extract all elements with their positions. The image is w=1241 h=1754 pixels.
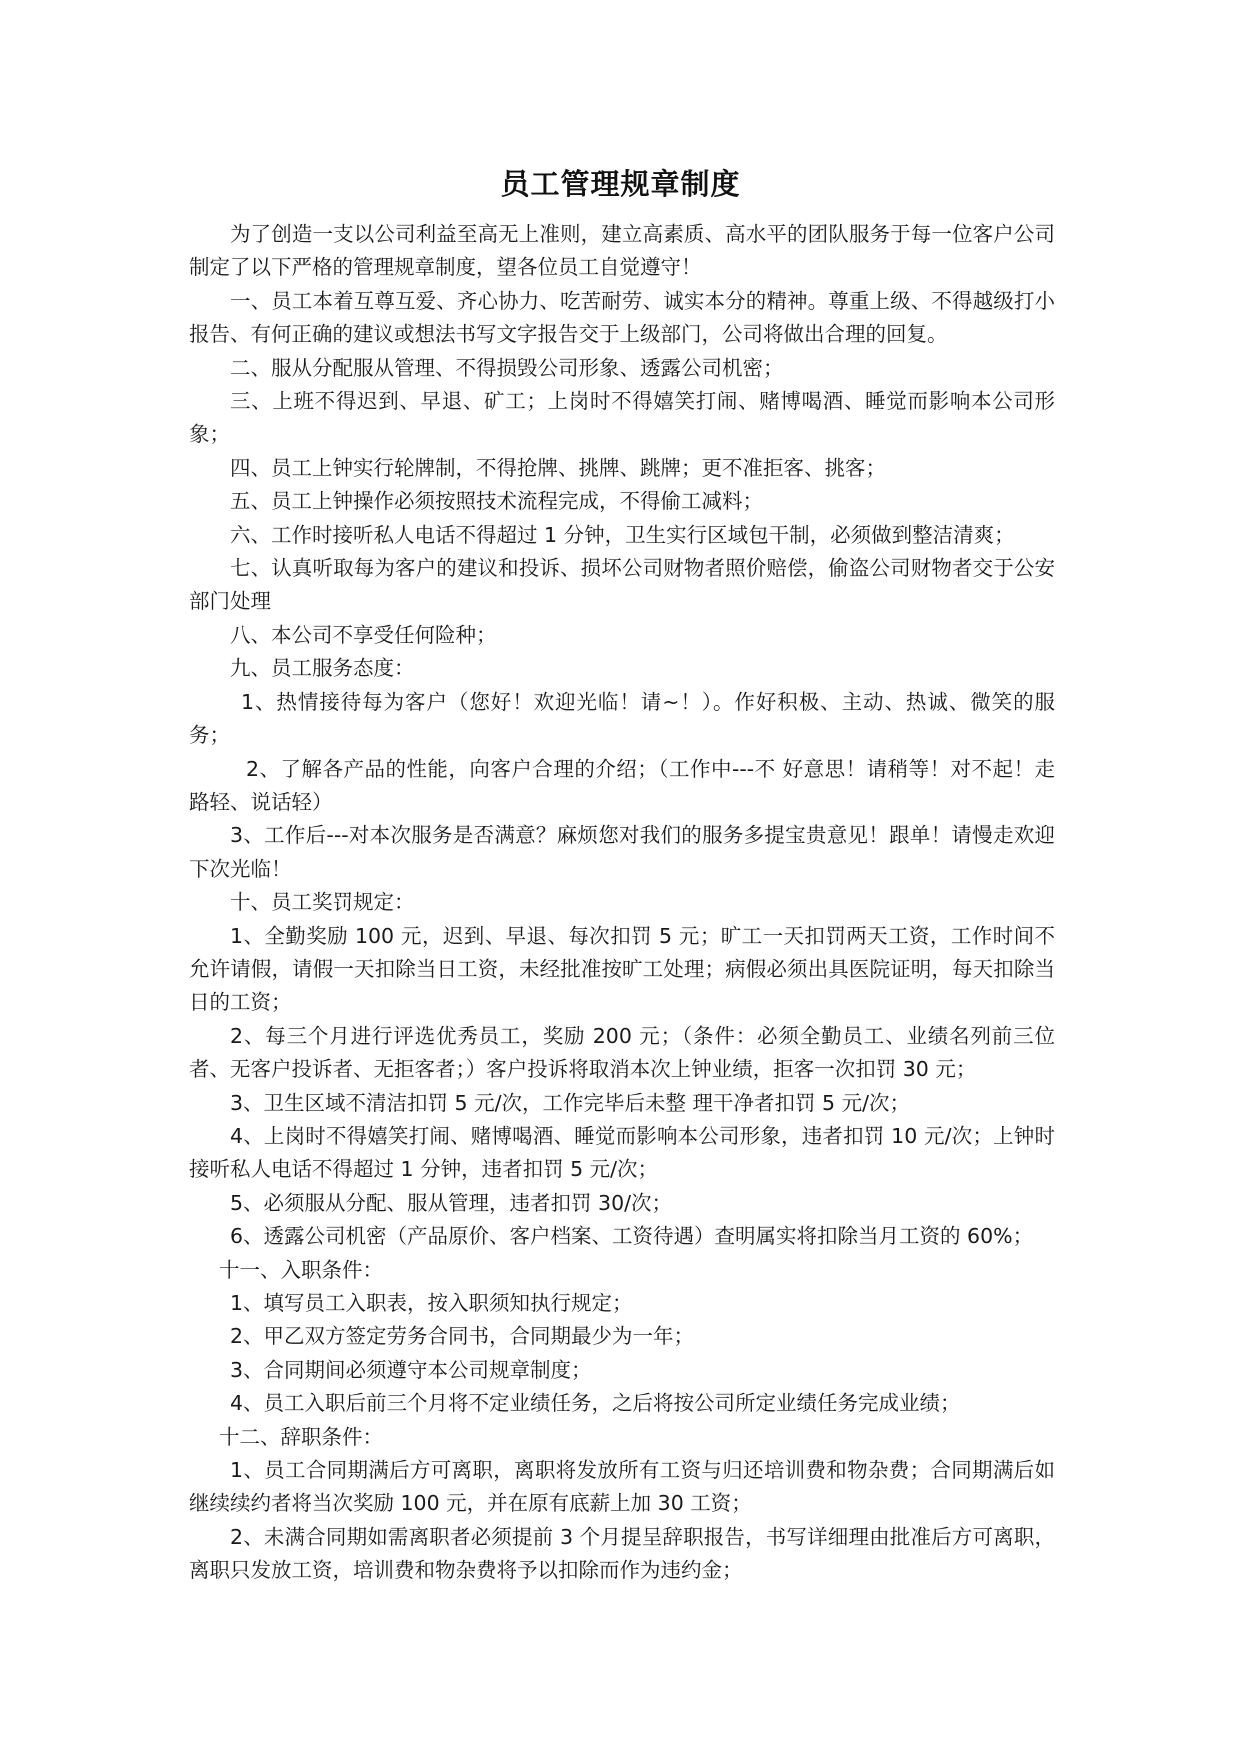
reward-item-4: 4、上岗时不得嬉笑打闹、赌博喝酒、睡觉而影响本公司形象，违者扣罚 10 元/次；上钟时接听私人电话不得超过 1 分钟，违者扣罚 5 元/次； <box>189 1123 1055 1182</box>
reward-item-6: 6、透露公司机密（产品原价、客户档案、工资待遇）查明属实将扣除当月工资的 60%； <box>230 1224 1034 1249</box>
document-title: 员工管理规章制度 <box>500 167 741 201</box>
entry-item-1: 1、填写员工入职表，按入职须知执行规定； <box>230 1291 633 1315</box>
rule-2: 二、服从分配服从管理、不得损毁公司形象、透露公司机密； <box>230 355 784 380</box>
rule-6: 六、工作时接听私人电话不得超过 1 分钟，卫生实行区域包干制，必须做到整洁清爽； <box>230 522 1015 547</box>
entry-item-3: 3、合同期间必须遵守本公司规章制度； <box>230 1357 592 1382</box>
entry-item-4: 4、员工入职后前三个月将不定业绩任务，之后将按公司所定业绩任务完成业绩； <box>230 1391 961 1416</box>
rule-12-heading: 十二、辞职条件： <box>219 1424 383 1449</box>
entry-item-2: 2、甲乙双方签定劳务合同书，合同期最少为一年； <box>230 1324 695 1349</box>
intro-paragraph: 为了创造一支以公司利益至高无上准则，建立高素质、高水平的团队服务于每一位客户公司制定了以下严格的管理规章制度，望各位员工自觉遵守！ <box>189 222 1055 280</box>
rule-5: 五、员工上钟操作必须按照技术流程完成，不得偷工减料； <box>230 489 763 514</box>
rule-11-heading: 十一、入职条件： <box>219 1257 383 1282</box>
rule-8: 八、本公司不享受任何险种； <box>230 622 497 647</box>
rule-4: 四、员工上钟实行轮牌制，不得抢牌、挑牌、跳牌；更不准拒客、挑客； <box>230 455 886 480</box>
reward-item-1: 1、全勤奖励 100 元，迟到、早退、每次扣罚 5 元；旷工一天扣罚两天工资，工作时间不允许请假，请假一天扣除当日工资，未经批准按旷工处理；病假必须出具医院证明，每天扣除当日的工资； <box>189 923 1055 1015</box>
rule-3: 三、上班不得迟到、早退、矿工；上岗时不得嬉笑打闹、赌博喝酒、睡觉而影响本公司形象； <box>189 389 1055 447</box>
reward-item-2: 2、每三个月进行评选优秀员工，奖励 200 元；（条件：必须全勤员工、业绩名列前三位者、无客户投诉者、无拒客者；）客户投诉将取消本次上钟业绩，拒客一次扣罚 30 元； <box>189 1023 1055 1082</box>
resign-item-1: 1、员工合同期满后方可离职，离职将发放所有工资与归还培训费和物杂费；合同期满后如继续续约者将当次奖励 100 元，并在原有底薪上加 30 工资； <box>189 1458 1055 1516</box>
service-item-1: 1、热情接待每为客户（您好！欢迎光临！请~！）。作好积极、主动、热诚、微笑的服务； <box>189 689 1055 748</box>
rule-1: 一、员工本着互尊互爱、齐心协力、吃苦耐劳、诚实本分的精神。尊重上级、不得越级打小报告、有何正确的建议或想法书写文字报告交于上级部门，公司将做出合理的回复。 <box>189 288 1055 347</box>
document-body <box>189 218 1055 1588</box>
rule-7: 七、认真听取每为客户的建议和投诉、损坏公司财物者照价赔偿，偷盗公司财物者交于公安部门处理 <box>189 556 1055 614</box>
service-item-2: 2、了解各产品的性能，向客户合理的介绍；（工作中---不 好意思！请稍等！对不起！走路轻、说话轻） <box>189 756 1055 814</box>
reward-item-5: 5、必须服从分配、服从管理，违者扣罚 30/次； <box>230 1190 673 1215</box>
rule-10-heading: 十、员工奖罚规定： <box>230 890 415 915</box>
service-item-3: 3、工作后---对本次服务是否满意？麻烦您对我们的服务多提宝贵意见！跟单！请慢走欢迎下次光临！ <box>189 823 1055 881</box>
rule-9-heading: 九、员工服务态度： <box>230 656 415 681</box>
resign-item-2: 2、未满合同期如需离职者必须提前 3 个月提呈辞职报告，书写详细理由批准后方可离职，离职只发放工资，培训费和物杂费将予以扣除而作为违约金； <box>189 1524 1055 1583</box>
reward-item-3: 3、卫生区域不清洁扣罚 5 元/次，工作完毕后未整 理干净者扣罚 5 元/次； <box>230 1090 911 1115</box>
